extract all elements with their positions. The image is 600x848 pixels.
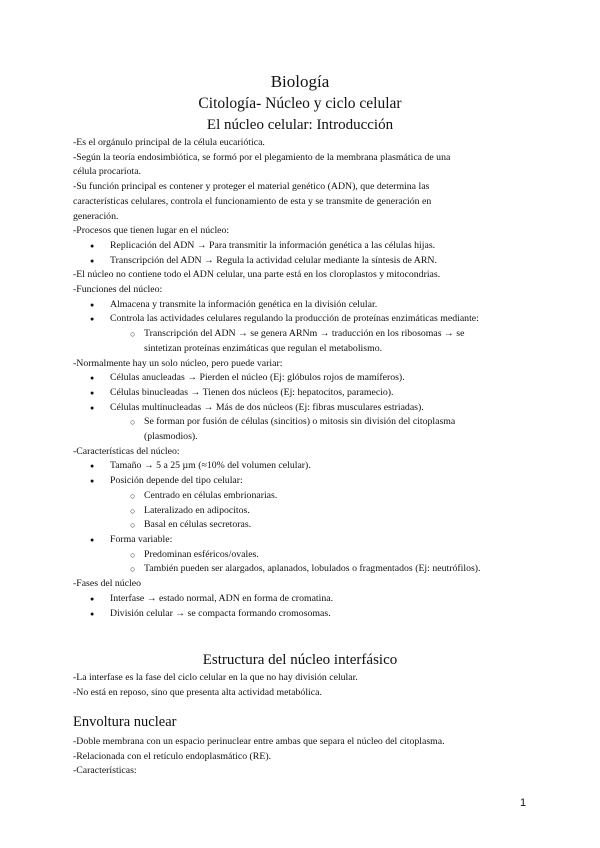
bullet-item: ● Interfase → estado normal, ADN en forma de cromatina. [73, 592, 513, 607]
sub-bullet-item: ○ También pueden ser alargados, aplanados, lobulados o fragmentados (Ej: neutrófilos). [73, 562, 513, 577]
bullet-item: ● Transcripción del ADN → Regula la actividad celular mediante la síntesis de ARN. [73, 254, 513, 269]
sub-bullet-item: ○ Se forman por fusión de células (sincitios) o mitosis sin división del citoplasma [73, 415, 513, 430]
sub-bullet-item: ○ Basal en células secretoras. [73, 518, 513, 533]
text-line: -Características: [73, 765, 137, 777]
section-title-interfasico: Estructura del núcleo interfásico [202, 652, 398, 668]
text-line: -La interfase es la fase del ciclo celular en la que no hay división celular. [73, 672, 358, 683]
sub-bullet-item: ○ Predominan esféricos/ovales. [73, 548, 513, 563]
text-line: -Funciones del núcleo: [73, 284, 163, 296]
interfasico-body [73, 671, 513, 700]
document-title: Biología [270, 72, 330, 91]
intro-body [73, 136, 513, 621]
text-line: -Es el orgánulo principal de la célula eucariótica. [73, 137, 265, 148]
text-line: -Doble membrana con un espacio perinuclear entre ambas que separa el núcleo del citoplasma. [73, 736, 445, 747]
section-title-intro: El núcleo celular: Introducción [206, 117, 394, 133]
envoltura-body [73, 735, 513, 779]
text-line: -El núcleo no contiene todo el ADN celular, una parte está en los cloroplastos y mitocondrias. [73, 269, 441, 281]
text-line: generación. [73, 210, 119, 222]
sub-bullet-item: ○ Lateralizado en adipocitos. [73, 504, 513, 519]
text-line: -Relacionada con el retículo endoplasmático (RE). [73, 750, 272, 762]
section-title-envoltura: Envoltura nuclear [73, 714, 177, 730]
text-line: características celulares, controla el funcionamiento de esta y se transmite de generación en [73, 195, 432, 207]
text-line: -Según la teoría endosimbiótica, se formó por el plegamiento de la membrana plasmática de una [73, 151, 451, 163]
text-line: -Fases del núcleo [73, 578, 142, 590]
text-line: -No está en reposo, sino que presenta alta actividad metabólica. [73, 686, 322, 698]
text-line: -Procesos que tienen lugar en el núcleo: [73, 225, 230, 237]
bullet-item: ● Posición depende del tipo celular: [73, 474, 513, 489]
bullet-item: ● Tamaño → 5 a 25 µm (≈10% del volumen celular). [73, 459, 513, 474]
bullet-item: ● Replicación del ADN → Para transmitir la información genética a las células hijas. [73, 239, 513, 254]
text-line: -Características del núcleo: [73, 445, 180, 457]
page-number: 1 [520, 797, 527, 809]
bullet-item: ● Forma variable: [73, 533, 513, 548]
bullet-item: ● División celular → se compacta formando cromosomas. [73, 607, 513, 622]
bullet-item: ● Células multinucleadas → Más de dos núcleos (Ej: fibras musculares estriadas). [73, 401, 513, 416]
text-line: -Su función principal es contener y proteger el material genético (ADN), que determina las [73, 181, 430, 193]
bullet-item: ● Células anucleadas → Pierden el núcleo (Ej: glóbulos rojos de mamíferos). [73, 371, 513, 386]
sub-bullet-continuation: sintetizan proteínas enzimáticas que regulan el metabolismo. [144, 342, 383, 354]
text-line: célula procariota. [73, 166, 141, 178]
sub-bullet-item: ○ Centrado en células embrionarias. [73, 489, 513, 504]
document-subtitle: Citología- Núcleo y ciclo celular [198, 95, 402, 112]
bullet-item: ● Células binucleadas → Tienen dos núcleos (Ej: hepatocitos, paramecio). [73, 386, 513, 401]
bullet-item: ● Almacena y transmite la información genética en la división celular. [73, 298, 513, 313]
bullet-item: ● Controla las actividades celulares regulando la producción de proteínas enzimáticas mediante: [73, 312, 513, 327]
sub-bullet-continuation: (plasmodios). [144, 431, 198, 443]
sub-bullet-item: ○ Transcripción del ADN → se genera ARNm → traducción en los ribosomas → se [73, 327, 513, 342]
text-line: -Normalmente hay un solo núcleo, pero puede variar: [73, 357, 283, 369]
